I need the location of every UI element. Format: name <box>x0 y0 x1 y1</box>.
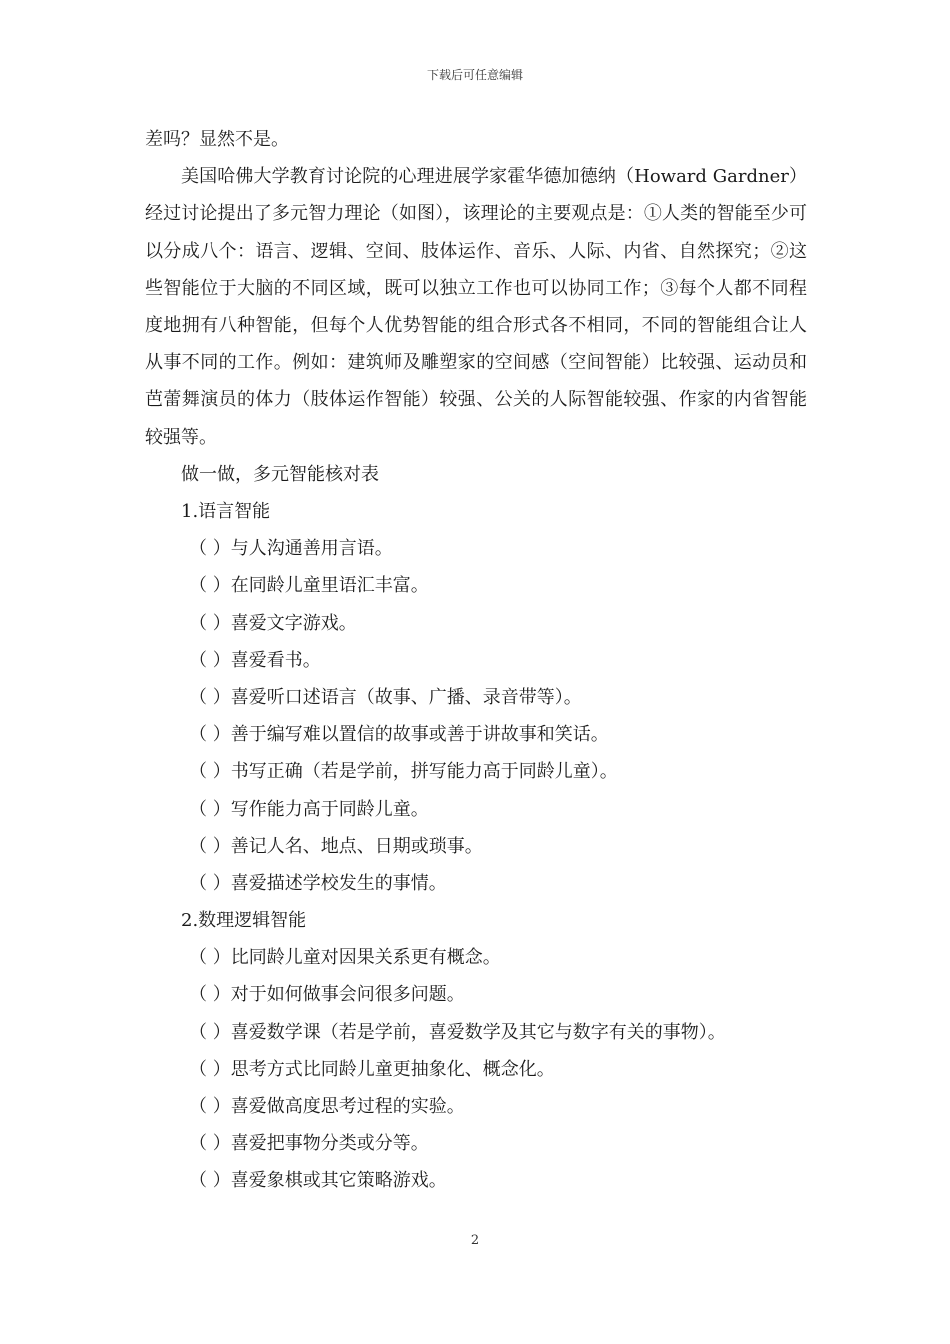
theory-paragraph: 美国哈佛大学教育讨论院的心理进展学家霍华德加德纳（Howard Gardner）经过讨论提出了多元智力理论（如图），该理论的主要观点是：①人类的智能至少可以分成八个：语言、逻辑、空间、肢体运作、音乐、人际、内省、自然探究；②这些智能位于大脑的不同区域，既可以独立工作也可以协同工作；③每个人都不同程度地拥有八种智能，但每个人优势智能的组合形式各不相同，不同的智能组合让人从事不同的工作。例如：建筑师及雕塑家的空间感（空间智能）比较强、运动员和芭蕾舞演员的体力（肢体运作智能）较强、公关的人际智能较强、作家的内省智能较强等。 <box>145 166 807 448</box>
page-header: 下载后可任意编辑 <box>426 68 523 82</box>
checklist-item: （ ）喜爱做高度思考过程的实验。 <box>189 1096 465 1117</box>
checklist-item: （ ）写作能力高于同龄儿童。 <box>189 798 429 820</box>
section-language <box>145 493 807 902</box>
checklist-item: （ ）喜爱数学课（若是学前，喜爱数学及其它与数字有关的事物）。 <box>189 1021 726 1043</box>
checklist-item: （ ）喜爱文字游戏。 <box>189 612 357 634</box>
section-title: 2.数理逻辑智能 <box>181 910 307 932</box>
activity-title: 做一做，多元智能核对表 <box>181 463 379 485</box>
checklist-item: （ ）在同龄儿童里语汇丰富。 <box>189 575 429 597</box>
checklist-item: （ ）善于编写难以置信的故事或善于讲故事和笑话。 <box>189 724 609 746</box>
checklist-item: （ ）与人沟通善用言语。 <box>189 538 393 560</box>
page-number: 2 <box>470 1233 480 1248</box>
checklist-item: （ ）喜爱把事物分类或分等。 <box>189 1133 429 1155</box>
intro-line: 差吗？显然不是。 <box>145 129 289 150</box>
checklist-item: （ ）思考方式比同龄儿童更抽象化、概念化。 <box>189 1058 555 1080</box>
checklist-item: （ ）善记人名、地点、日期或琐事。 <box>189 835 483 857</box>
checklist-item: （ ）比同龄儿童对因果关系更有概念。 <box>189 947 501 969</box>
checklist-item: （ ）喜爱象棋或其它策略游戏。 <box>189 1170 447 1192</box>
checklist-item: （ ）喜爱描述学校发生的事情。 <box>189 872 447 894</box>
section-logic <box>145 902 807 1200</box>
checklist-item: （ ）喜爱听口述语言（故事、广播、录音带等）。 <box>189 686 582 708</box>
checklist-item: （ ）喜爱看书。 <box>189 649 321 671</box>
checklist-item: （ ）对于如何做事会问很多问题。 <box>189 984 465 1006</box>
document-body <box>145 121 807 1200</box>
section-title: 1.语言智能 <box>181 501 271 522</box>
checklist-item: （ ）书写正确（若是学前，拼写能力高于同龄儿童）。 <box>189 761 618 783</box>
